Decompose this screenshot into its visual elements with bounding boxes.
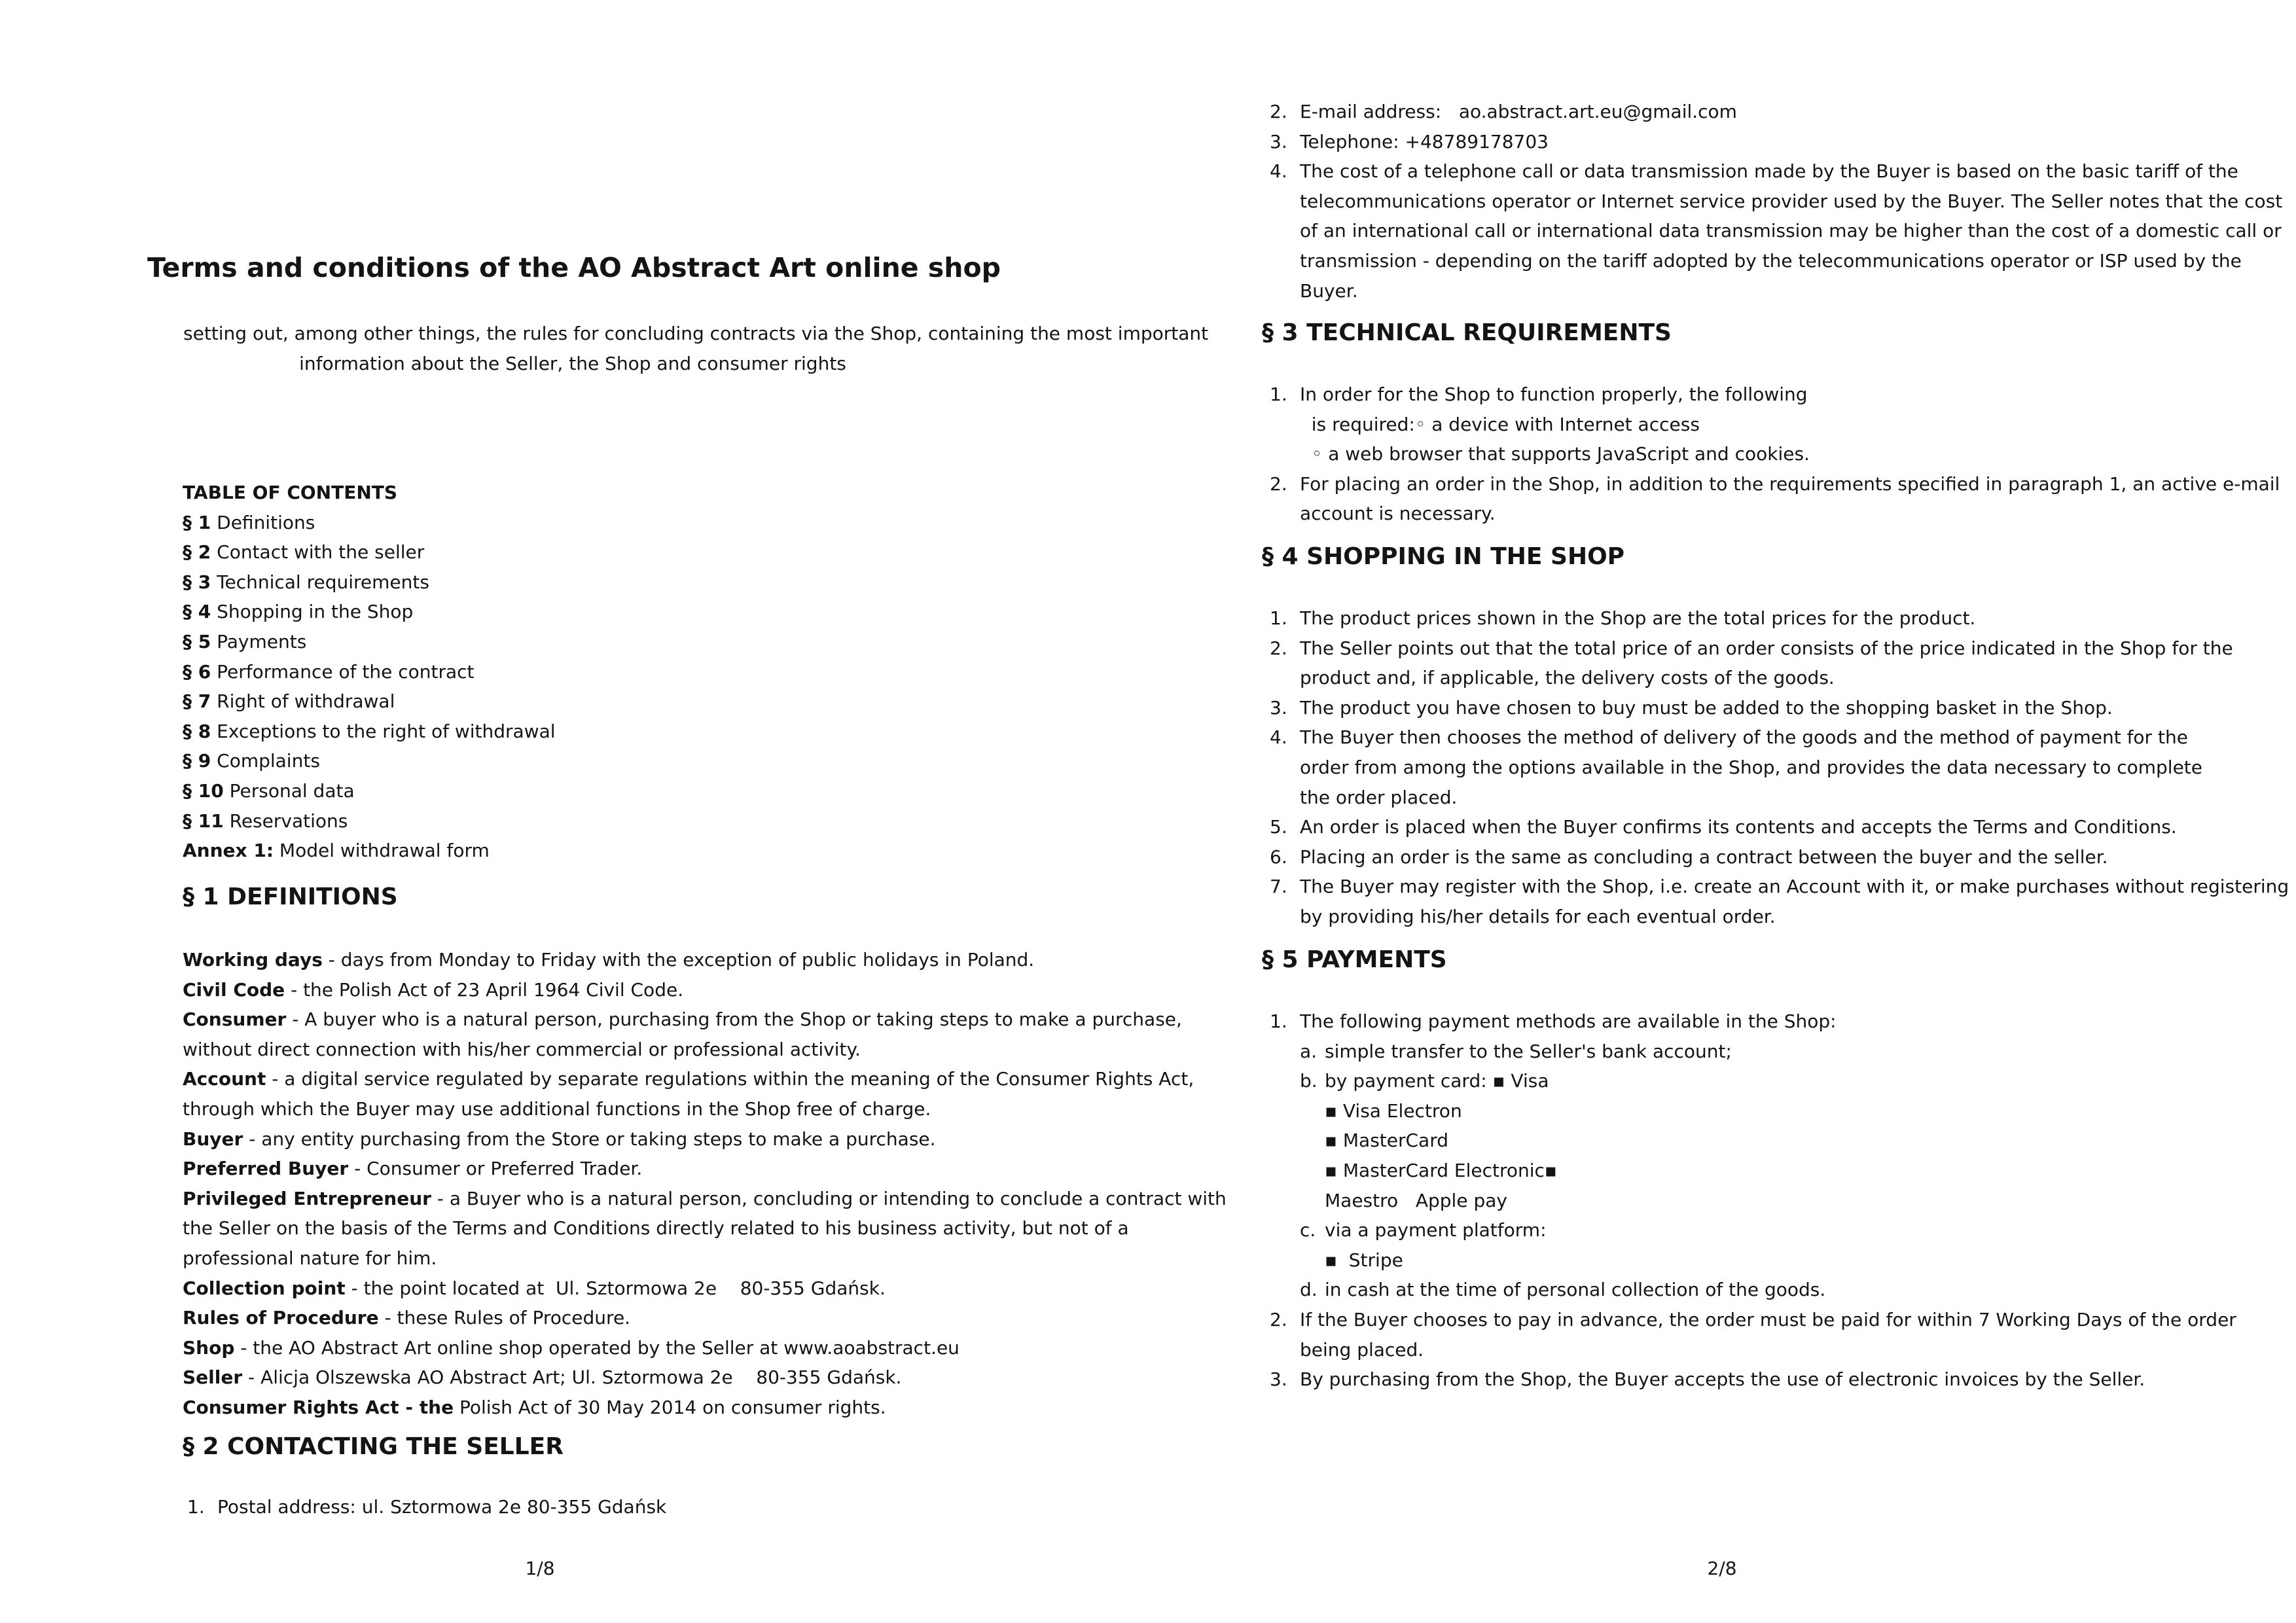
definition-text: - these Rules of Procedure. [378,1307,631,1329]
item-text: ▪ MasterCard [1325,1130,1448,1152]
definition-line [183,1213,1227,1243]
definition-text: Polish Act of 30 May 2014 on consumer rights. [454,1396,886,1418]
item-text: is required:◦ a device with Internet access [1300,413,1700,435]
toc-item [183,657,556,687]
definition-term: Working days [183,949,323,971]
technical-list [1270,380,2280,529]
item-text: Maestro Apple pay [1325,1189,1507,1211]
definition-text: - the Polish Act of 23 April 1964 Civil Code. [285,978,684,1001]
definition-line [183,1094,1227,1124]
toc-item [183,567,556,597]
contact-list [1270,97,2282,306]
item-text: by providing his/her details for each eventual order. [1300,905,1776,927]
page-number: 1/8 [525,1558,555,1579]
item-text: in cash at the time of personal collection of the goods. [1325,1279,1826,1301]
item-text: transmission - depending on the tariff adopted by the telecommunications operator or ISP used by the [1300,249,2242,272]
definition-term: Privileged Entrepreneur [183,1187,431,1209]
definition-line [183,975,1227,1005]
definition-text: without direct connection with his/her commercial or professional activity. [183,1038,861,1060]
section-5-heading: § 5 PAYMENTS [1262,946,1447,973]
definition-line [183,1274,1227,1304]
item-text: the order placed. [1300,786,1458,808]
definition-line [183,1035,1227,1065]
item-text: An order is placed when the Buyer confirms its contents and accepts the Terms and Conditions. [1300,816,2177,838]
toc-item [183,537,556,567]
toc-item [183,717,556,747]
definition-text: the Seller on the basis of the Terms and Conditions directly related to his business activity, but not of a [183,1217,1129,1240]
toc-item-label: Exceptions to the right of withdrawal [217,720,556,742]
definition-term: Civil Code [183,978,285,1001]
section-1-heading: § 1 DEFINITIONS [183,883,398,910]
item-number: 1. [1270,607,1287,629]
item-letter: a. [1300,1040,1318,1062]
definition-term: Collection point [183,1277,346,1299]
definition-text: - Alicja Olszewska AO Abstract Art; Ul. Sztormowa 2e 80-355 Gdańsk. [242,1366,902,1389]
toc-item [183,687,556,717]
toc-section-number: § 6 [183,660,211,683]
list-item [1270,499,2280,529]
toc-item-label: Model withdrawal form [279,840,490,862]
toc-section-number: § 8 [183,720,211,742]
toc-item [183,836,556,866]
postal-address: Postal address: ul. Sztormowa 2e 80-355 Gdańsk [217,1496,667,1518]
item-text: ▪ MasterCard Electronic▪ [1325,1159,1557,1181]
item-text: product and, if applicable, the delivery costs of the goods. [1300,667,1835,689]
list-item [1270,1245,2236,1275]
list-item [1270,1305,2236,1335]
list-item [1270,1275,2236,1305]
definition-term: Rules of Procedure [183,1307,379,1329]
list-item [1270,1037,2236,1067]
list-item [1270,439,2280,469]
item-number: 3. [1270,1368,1287,1391]
toc-item [183,746,556,776]
item-number: 2. [1270,101,1287,122]
list-item [1270,1096,2236,1126]
definition-line [183,1005,1227,1035]
list-item [1270,276,2282,306]
toc-item-label: Performance of the contract [217,660,475,683]
section-3-heading: § 3 TECHNICAL REQUIREMENTS [1262,319,1672,346]
item-text: If the Buyer chooses to pay in advance, the order must be paid for within 7 Working Days of the order [1300,1308,2236,1330]
toc-section-number: § 11 [183,810,224,832]
list-item [1270,693,2289,723]
list-item [1270,1156,2236,1186]
table-of-contents [183,478,556,866]
item-number: 1. [1270,1010,1287,1032]
list-item [1270,97,2282,127]
item-text: The Buyer then chooses the method of delivery of the goods and the method of payment for the [1300,726,2188,749]
item-text: The product prices shown in the Shop are the total prices for the product. [1300,607,1976,629]
item-text: ◦ a web browser that supports JavaScript and cookies. [1300,443,1810,465]
list-item [1270,1186,2236,1216]
item-text: The cost of a telephone call or data transmission made by the Buyer is based on the basic tariff of the [1300,160,2238,183]
list-item [1270,1007,2236,1037]
definition-line [183,1124,1227,1154]
toc-item [183,776,556,806]
list-item [1270,1066,2236,1096]
item-number: 6. [1270,846,1287,868]
definition-text: - Consumer or Preferred Trader. [348,1158,643,1180]
toc-section-number: § 2 [183,541,211,563]
item-number: 7. [1270,876,1287,898]
definition-text: through which the Buyer may use additional functions in the Shop free of charge. [183,1097,931,1120]
toc-item-label: Technical requirements [217,571,429,593]
toc-item-label: Contact with the seller [217,541,425,563]
list-item [1270,380,2280,410]
item-number: 2. [1270,1308,1287,1330]
list-item [1270,246,2282,276]
definition-text: - A buyer who is a natural person, purchasing from the Shop or taking steps to make a purchase, [286,1008,1182,1031]
item-number: 4. [1270,726,1287,749]
list-item [1270,872,2289,902]
item-text: being placed. [1300,1338,1424,1361]
list-item [1270,812,2289,842]
definition-text: - the point located at Ul. Sztormowa 2e 80-355 Gdańsk. [345,1277,886,1299]
toc-item-label: Payments [217,630,307,652]
item-text: For placing an order in the Shop, in addition to the requirements specified in paragraph 1, an active e-mail [1300,473,2280,495]
definition-line [183,1243,1227,1274]
list-item [1270,216,2282,246]
definition-text: - the AO Abstract Art online shop operated by the Seller at www.aoabstract.eu [234,1336,960,1359]
item-text: telecommunications operator or Internet service provider used by the Buyer. The Seller notes that the cost [1300,190,2283,212]
item-number: 2. [1270,473,1287,495]
definition-term: Shop [183,1336,235,1359]
item-number: 4. [1270,160,1287,183]
definition-line [183,1154,1227,1184]
item-text: The following payment methods are available in the Shop: [1300,1010,1837,1032]
definition-line [183,1393,1227,1423]
item-text: simple transfer to the Seller's bank account; [1325,1040,1732,1062]
definitions-list [183,945,1227,1423]
toc-item [183,627,556,657]
item-number: 3. [1270,696,1287,719]
definition-line [183,1064,1227,1094]
section-2-heading: § 2 CONTACTING THE SELLER [183,1433,564,1460]
toc-item [183,597,556,627]
definition-text: - any entity purchasing from the Store or taking steps to make a purchase. [243,1128,936,1150]
toc-section-number: § 10 [183,779,224,802]
toc-item-label: Complaints [217,750,320,772]
item-text: By purchasing from the Shop, the Buyer accepts the use of electronic invoices by the Seller. [1300,1368,2145,1391]
document-title: Terms and conditions of the AO Abstract Art online shop [147,252,1001,283]
item-text: The product you have chosen to buy must be added to the shopping basket in the Shop. [1300,696,2113,719]
toc-item-label: Personal data [229,779,355,802]
definition-line [183,1333,1227,1363]
toc-section-number: § 4 [183,601,211,623]
toc-list [183,508,556,866]
list-item [1270,633,2289,664]
definition-term: Seller [183,1366,243,1389]
toc-item [183,806,556,836]
toc-item-label: Definitions [217,511,315,533]
toc-item [183,508,556,538]
definition-term: Buyer [183,1128,243,1150]
list-item [1270,663,2289,693]
definition-line [183,1184,1227,1214]
list-item [1270,902,2289,932]
definition-text: professional nature for him. [183,1247,437,1269]
item-text: In order for the Shop to function properly, the following [1300,383,1808,405]
list-item [1270,410,2280,440]
definition-term: Account [183,1068,266,1090]
definition-term: Consumer Rights Act - the [183,1396,454,1418]
toc-item-label: Right of withdrawal [217,690,395,713]
toc-section-number: § 5 [183,630,211,652]
document-subtitle [183,319,1209,378]
list-item [1270,1335,2236,1365]
list-item [1270,603,2289,633]
item-number: 1. [187,1496,205,1518]
list-item [1270,187,2282,217]
list-item [1270,127,2282,157]
toc-section-number: § 7 [183,690,211,713]
payments-list [1270,1007,2236,1395]
item-number: 3. [1270,130,1287,152]
definition-term: Consumer [183,1008,287,1031]
item-text: Buyer. [1300,279,1358,302]
definition-text: - a Buyer who is a natural person, concluding or intending to conclude a contract with [431,1187,1227,1209]
list-item [1270,1215,2236,1245]
item-text: Telephone: +48789178703 [1300,130,1549,152]
definition-text: - days from Monday to Friday with the exception of public holidays in Poland. [322,949,1035,971]
list-item [1270,1364,2236,1395]
subtitle-line: setting out, among other things, the rules for concluding contracts via the Shop, containing the most important [183,323,1209,344]
definition-line [183,1303,1227,1333]
list-item [187,1492,666,1522]
item-text: ▪ Stripe [1325,1249,1403,1271]
item-text: via a payment platform: [1325,1219,1547,1241]
toc-section-number: § 1 [183,511,211,533]
toc-section-number: Annex 1: [183,840,274,862]
section-4-heading: § 4 SHOPPING IN THE SHOP [1262,543,1625,570]
toc-item-label: Shopping in the Shop [217,601,414,623]
toc-section-number: § 3 [183,571,211,593]
shopping-list [1270,603,2289,932]
item-text: account is necessary. [1300,503,1496,525]
list-item [1270,842,2289,872]
item-text: Placing an order is the same as concluding a contract between the buyer and the seller. [1300,846,2108,868]
list-item [1270,1126,2236,1156]
list-item [1270,722,2289,753]
list-item [1270,783,2289,813]
definition-term: Preferred Buyer [183,1158,349,1180]
item-letter: d. [1300,1279,1318,1301]
list-item [1270,156,2282,187]
item-text: E-mail address: ao.abstract.art.eu@gmail.com [1300,101,1737,122]
page-number: 2/8 [1707,1558,1737,1579]
definition-line [183,1363,1227,1393]
definition-text: - a digital service regulated by separate regulations within the meaning of the Consumer Rights Act, [266,1068,1194,1090]
item-text: of an international call or international data transmission may be higher than the cost of a domestic call or [1300,220,2282,242]
item-letter: c. [1300,1219,1316,1241]
item-letter: b. [1300,1070,1318,1092]
list-item [1270,753,2289,783]
item-text: The Seller points out that the total price of an order consists of the price indicated in the Shop for the [1300,637,2233,659]
item-number: 5. [1270,816,1287,838]
subtitle-line: information about the Seller, the Shop and consumer rights [299,352,846,374]
item-text: ▪ Visa Electron [1325,1099,1462,1122]
item-text: by payment card: ▪ Visa [1325,1070,1549,1092]
item-number: 1. [1270,383,1287,405]
toc-item-label: Reservations [229,810,348,832]
list-item [1270,469,2280,499]
toc-section-number: § 9 [183,750,211,772]
item-text: The Buyer may register with the Shop, i.e. create an Account with it, or make purchases without registering [1300,876,2289,898]
item-number: 2. [1270,637,1287,659]
page-2 [1148,0,2296,1623]
toc-heading: TABLE OF CONTENTS [183,482,398,503]
definition-line [183,945,1227,975]
item-text: order from among the options available in the Shop, and provides the data necessary to complete [1300,756,2203,778]
